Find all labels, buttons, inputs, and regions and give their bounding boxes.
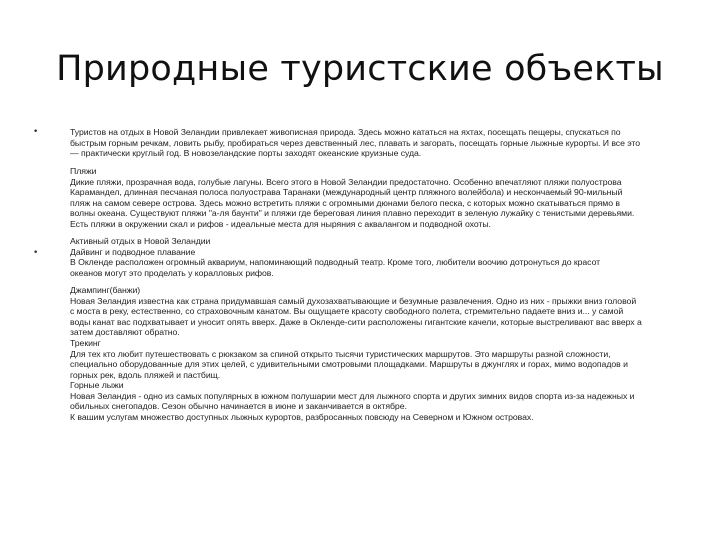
text-line: затем доставляют обратно.: [70, 327, 180, 338]
section-heading: Активный отдых в Новой Зеландии: [70, 236, 211, 246]
text-line: Новая Зеландия известна как страна придумавшая самый духозахватывающие и безумные развлечения. Одно из них - прыжки вниз головой: [70, 295, 637, 306]
text-line: волны океана. Существуют пляжи "а-ля баунти" и пляжи где береговая линия плавно переходит в зеленую лужайку с тенистыми деревьями.: [70, 208, 635, 219]
text-line: К вашим услугам множество доступных лыжных курортов, разбросанных повсюду на Северном и Южном островах.: [70, 411, 534, 422]
text-line: В Окленде расположен огромный аквариум, напоминающий подводный театр. Кроме того, любители воочию дотронуться до красот: [70, 257, 601, 268]
text-line: Есть пляжи в окружении скал и рифов - идеальные места для ныряния с аквалангом и подводной охоты.: [70, 218, 491, 229]
section-heading: Горные лыжи: [70, 380, 124, 390]
text-line: — практически круглый год. В новозеландские порты заходят океанские круизные суда.: [70, 148, 422, 159]
bullet-active: •: [33, 248, 39, 258]
slide-title: Природные туристские объекты: [56, 49, 664, 89]
beaches-section: [70, 166, 682, 230]
text-line: горных рек, вдоль пляжей и пастбищ.: [70, 369, 221, 380]
text-line: воды канат вас подхватывает и уносит опять вверх. Даже в Окленде-сити расположены гигантские качели, которые выстреливают вас вверх а: [70, 316, 642, 327]
intro-paragraph: [70, 127, 682, 159]
active-section: [70, 236, 682, 278]
text-line: с моста в реку, естественно, со страховочным канатом. Вы ощущаете красоту свободного полета, стремительно падаете вниз и... у самой: [70, 306, 624, 317]
section-heading: Джампинг(банжи): [70, 285, 141, 295]
text-line: Дикие пляжи, прозрачная вода, голубые лагуны. Всего этого в Новой Зеландии предостаточно. Особенно впечатляют пляжи полуострова: [70, 176, 622, 187]
bullet-intro: •: [33, 127, 39, 137]
subsection-heading: Трекинг: [70, 337, 101, 348]
ski-section: [70, 380, 682, 422]
text-line: обильных снегопадов. Сезон обычно начинается в июне и заканчивается в октябре.: [70, 401, 407, 412]
text-line: Для тех кто любит путешествовать с рюкзаком за спиной открыто тысячи туристических маршрутов. Это маршруты разной сложности,: [70, 348, 611, 359]
section-heading: Пляжи: [70, 166, 97, 176]
bungee-section: [70, 285, 682, 380]
text-line: быстрым горным речкам, ловить рыбу, пробираться через девственный лес, плавать и загорать, посещать горные лыжные курорты. И все это: [70, 137, 641, 148]
text-line: Новая Зеландия - одно из самых популярных в южном полушарии мест для лыжного спорта и других зимних видов спорта из-за надежных и: [70, 390, 635, 401]
subsection-heading: Дайвинг и подводное плавание: [70, 246, 196, 257]
text-line: Туристов на отдых в Новой Зеландии привлекает живописная природа. Здесь можно кататься на яхтах, посещать пещеры, спускаться по: [70, 127, 621, 137]
text-line: специально оборудованные для этих целей, с удивительными смотровыми площадками. Маршруты в джунглях и горах, мимо водопадов и: [70, 359, 628, 370]
text-line: Карамандел, длинная песчаная полоса полуострава Таранаки (международный центр пляжного волейбола) и нескончаемый 90-мильный: [70, 187, 623, 198]
text-line: пляж на самом севере острова. Здесь можно встретить пляжи с огромными дюнами белого песка, с которых можно скатываться прямо в: [70, 197, 620, 208]
text-line: океанов могут это проделать у коралловых рифов.: [70, 267, 274, 278]
